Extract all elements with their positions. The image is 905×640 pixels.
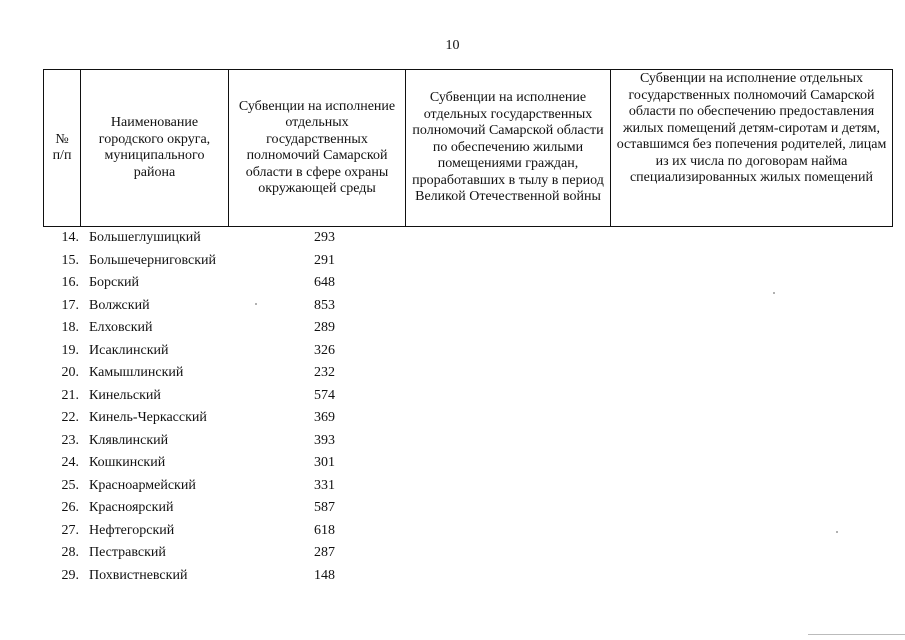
district-name: Клявлинский xyxy=(89,432,169,448)
table-row xyxy=(43,250,373,273)
environment-subvention-value: 148 xyxy=(314,567,335,583)
row-number: 16. xyxy=(61,275,79,290)
row-number: 22. xyxy=(61,410,79,425)
environment-subvention-value: 293 xyxy=(314,230,335,245)
row-number: 14. xyxy=(61,230,79,245)
header-housing-veterans-subvention: Субвенции на исполнение отдельных государственных полномочий Самарской области по обеспечению жилыми помещениями граждан, проработавших в тылу в период Великой Отечественной войны xyxy=(406,70,611,227)
header-district-name: Наименование городского округа, муниципального района xyxy=(81,70,229,227)
header-housing-orphans-subvention: Субвенции на исполнение отдельных государственных полномочий Самарской области по обеспечению предоставления жилых помещений детям-сиротам и детям, оставшимся без попечения родителей, лицам из их числа по договорам найма специализированных жилых помещений xyxy=(611,70,893,227)
district-name: Похвистневский xyxy=(89,567,188,583)
environment-subvention-value: 648 xyxy=(314,275,335,290)
environment-subvention-value: 291 xyxy=(314,252,335,268)
environment-subvention-value: 331 xyxy=(314,477,335,493)
table-header xyxy=(43,69,893,227)
table-row xyxy=(43,452,373,475)
row-number: 15. xyxy=(61,252,79,268)
environment-subvention-value: 618 xyxy=(314,522,335,538)
table-row xyxy=(43,362,373,385)
district-name: Кинель-Черкасский xyxy=(89,410,207,425)
row-number: 21. xyxy=(61,387,79,403)
environment-subvention-value: 301 xyxy=(314,455,335,470)
district-name: Кошкинский xyxy=(89,455,166,470)
table-row xyxy=(43,520,373,543)
table-body xyxy=(43,227,373,587)
row-number: 26. xyxy=(61,500,79,515)
row-number: 18. xyxy=(61,320,79,335)
district-name: Борский xyxy=(89,275,140,290)
district-name: Кинельский xyxy=(89,387,161,403)
page-number: 10 xyxy=(445,38,460,53)
table-row xyxy=(43,385,373,408)
district-name: Большечерниговский xyxy=(89,252,217,268)
environment-subvention-value: 369 xyxy=(314,410,335,425)
scan-edge-line xyxy=(808,634,905,635)
table-row xyxy=(43,317,373,340)
row-number: 17. xyxy=(61,297,79,313)
district-name: Пестравский xyxy=(89,545,166,560)
row-number: 25. xyxy=(61,477,79,493)
district-name: Красноармейский xyxy=(89,477,196,493)
table-row xyxy=(43,340,373,363)
district-name: Большеглушицкий xyxy=(89,230,201,245)
environment-subvention-value: 289 xyxy=(314,320,335,335)
scan-speck xyxy=(836,531,838,533)
district-name: Нефтегорский xyxy=(89,522,175,538)
row-number: 24. xyxy=(61,455,79,470)
row-number: 29. xyxy=(61,567,79,583)
table-row xyxy=(43,407,373,430)
environment-subvention-value: 587 xyxy=(314,500,335,515)
table-row xyxy=(43,272,373,295)
row-number: 19. xyxy=(61,342,79,358)
environment-subvention-value: 393 xyxy=(314,432,335,448)
table-row xyxy=(43,430,373,453)
table-row xyxy=(43,227,373,250)
row-number: 27. xyxy=(61,522,79,538)
district-name: Волжский xyxy=(89,297,150,313)
district-name: Красноярский xyxy=(89,500,174,515)
row-number: 20. xyxy=(61,365,79,380)
table-row xyxy=(43,295,373,318)
table-row xyxy=(43,497,373,520)
environment-subvention-value: 287 xyxy=(314,545,335,560)
table-row xyxy=(43,475,373,498)
table-row xyxy=(43,565,373,588)
district-name: Елховский xyxy=(89,320,153,335)
environment-subvention-value: 232 xyxy=(314,365,335,380)
environment-subvention-value: 326 xyxy=(314,342,335,358)
table-row xyxy=(43,542,373,565)
district-name: Камышлинский xyxy=(89,365,184,380)
district-name: Исаклинский xyxy=(89,342,169,358)
header-environment-subvention: Субвенции на исполнение отдельных государственных полномочий Самарской области в сфере охраны окружающей среды xyxy=(229,70,406,227)
scan-speck xyxy=(255,303,257,305)
scan-speck xyxy=(773,292,775,294)
header-number: № п/п xyxy=(44,70,81,227)
environment-subvention-value: 574 xyxy=(314,387,335,403)
row-number: 28. xyxy=(61,545,79,560)
row-number: 23. xyxy=(61,432,79,448)
environment-subvention-value: 853 xyxy=(314,297,335,313)
